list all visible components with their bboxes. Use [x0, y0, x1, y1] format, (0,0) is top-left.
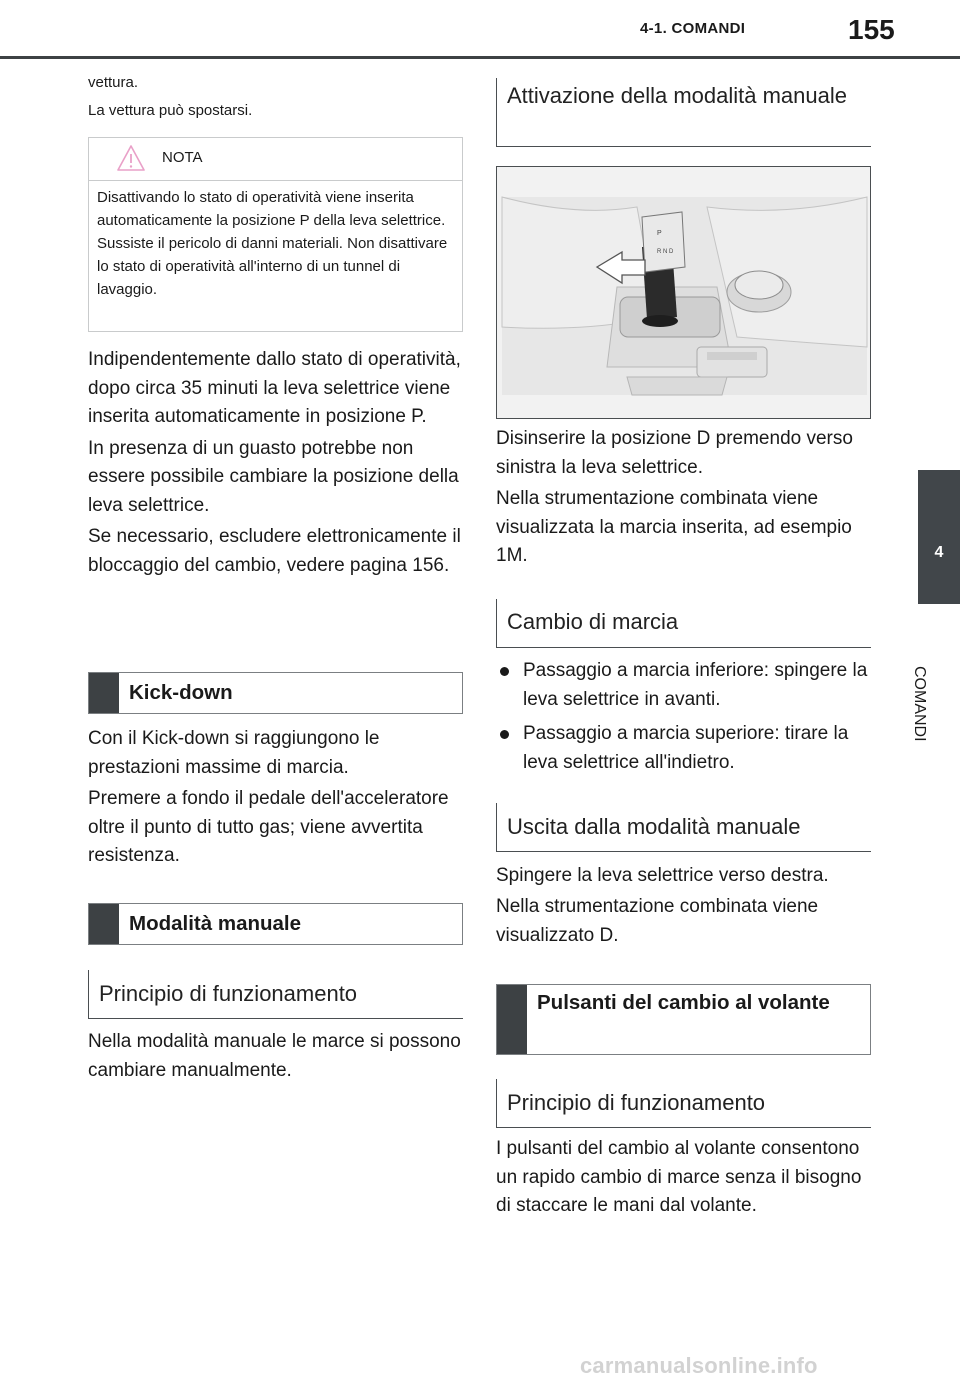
- paragraph-lock-release: Se necessario, escludere elettronicamente il bloccaggio del cambio, vedere pagina 156.: [88, 526, 461, 577]
- heading-activation: [496, 78, 871, 147]
- exit-paragraphs: [496, 862, 874, 953]
- page-number: 155: [848, 14, 895, 45]
- heading-paddles-principle-text: Principio di funzionamento: [507, 1090, 766, 1115]
- kickdown-paragraph-2: Premere a fondo il pedale dell'acceleratore oltre il punto di tutto gas; viene avvertita resistenza.: [88, 788, 449, 867]
- heading-paddles-text: Pulsanti del cambio al volante: [537, 991, 830, 1014]
- gear-change-list: [496, 657, 874, 784]
- note-header: [89, 138, 462, 181]
- heading-gear-change: [496, 599, 871, 648]
- note-text: Disattivando lo stato di operatività viene inserita automaticamente la posizione P della leva selettrice. Sussiste il pericolo di danni materiali. Non disattivare lo stato di operatività all'interno di un tunnel di lavaggio.: [97, 189, 448, 298]
- activation-paragraph-2: Nella strumentazione combinata viene visualizzata la marcia inserita, ad esempio 1M.: [496, 488, 852, 567]
- paddles-text: I pulsanti del cambio al volante consentono un rapido cambio di marce senza il bisogno di staccare le mani dal volante.: [496, 1138, 862, 1217]
- heading-principle: [88, 970, 463, 1019]
- heading-manual-mode: [88, 903, 463, 945]
- intro-line-1: vettura.: [88, 74, 139, 91]
- chapter-tab: [918, 470, 960, 604]
- note-box: [88, 137, 463, 332]
- header-rule: [0, 56, 960, 59]
- watermark: carmanualsonline.info: [580, 1353, 818, 1378]
- exit-paragraph-2: Nella strumentazione combinata viene visualizzato D.: [496, 896, 819, 946]
- gear-selector-lever-illustration: [497, 167, 871, 419]
- heading-kickdown-text: Kick-down: [129, 681, 233, 704]
- heading-principle-text: Principio di funzionamento: [99, 981, 358, 1006]
- warning-icon: [116, 144, 146, 172]
- heading-exit-manual: [496, 803, 871, 852]
- heading-paddles: [496, 984, 871, 1055]
- intro-line-2: La vettura può spostarsi.: [88, 102, 253, 119]
- principle-text: Nella modalità manuale le marce si possono cambiare manualmente.: [88, 1031, 461, 1081]
- activation-paragraphs: [496, 425, 874, 574]
- kickdown-paragraphs: [88, 725, 466, 874]
- paragraph-operativity: Indipendentemente dallo stato di operatività, dopo circa 35 minuti la leva selettrice viene inserita automaticamente in posizione P.: [88, 349, 461, 428]
- svg-text:P: P: [657, 230, 662, 237]
- svg-text:R N D: R N D: [657, 249, 674, 255]
- list-item: Passaggio a marcia superiore: tirare la leva selettrice all'indietro.: [496, 720, 874, 777]
- chapter-label-tab: [911, 604, 960, 742]
- gear-selector-figure: [496, 166, 871, 419]
- chapter-label: COMANDI: [911, 666, 928, 742]
- heading-activation-text: Attivazione della modalità manuale: [507, 83, 847, 108]
- bullet-icon: [500, 730, 509, 739]
- paragraph-fault: In presenza di un guasto potrebbe non essere possibile cambiare la posizione della leva selettrice.: [88, 437, 459, 517]
- list-item: Passaggio a marcia inferiore: spingere la leva selettrice in avanti.: [496, 657, 874, 714]
- section-title: 4-1. COMANDI: [640, 20, 746, 37]
- left-paragraphs: [88, 346, 466, 583]
- bullet-icon: [500, 667, 509, 676]
- kickdown-paragraph-1: Con il Kick-down si raggiungono le prestazioni massime di marcia.: [88, 728, 380, 778]
- note-label: NOTA: [162, 149, 203, 166]
- heading-exit-manual-text: Uscita dalla modalità manuale: [507, 814, 801, 839]
- activation-paragraph-1: Disinserire la posizione D premendo verso sinistra la leva selettrice.: [496, 428, 853, 478]
- chapter-number: 4: [934, 544, 944, 561]
- intro-text: [88, 72, 463, 125]
- exit-paragraph-1: Spingere la leva selettrice verso destra.: [496, 865, 829, 886]
- heading-gear-change-text: Cambio di marcia: [507, 609, 679, 634]
- heading-manual-mode-text: Modalità manuale: [129, 912, 302, 935]
- heading-kickdown: [88, 672, 463, 714]
- heading-paddles-principle: [496, 1079, 871, 1128]
